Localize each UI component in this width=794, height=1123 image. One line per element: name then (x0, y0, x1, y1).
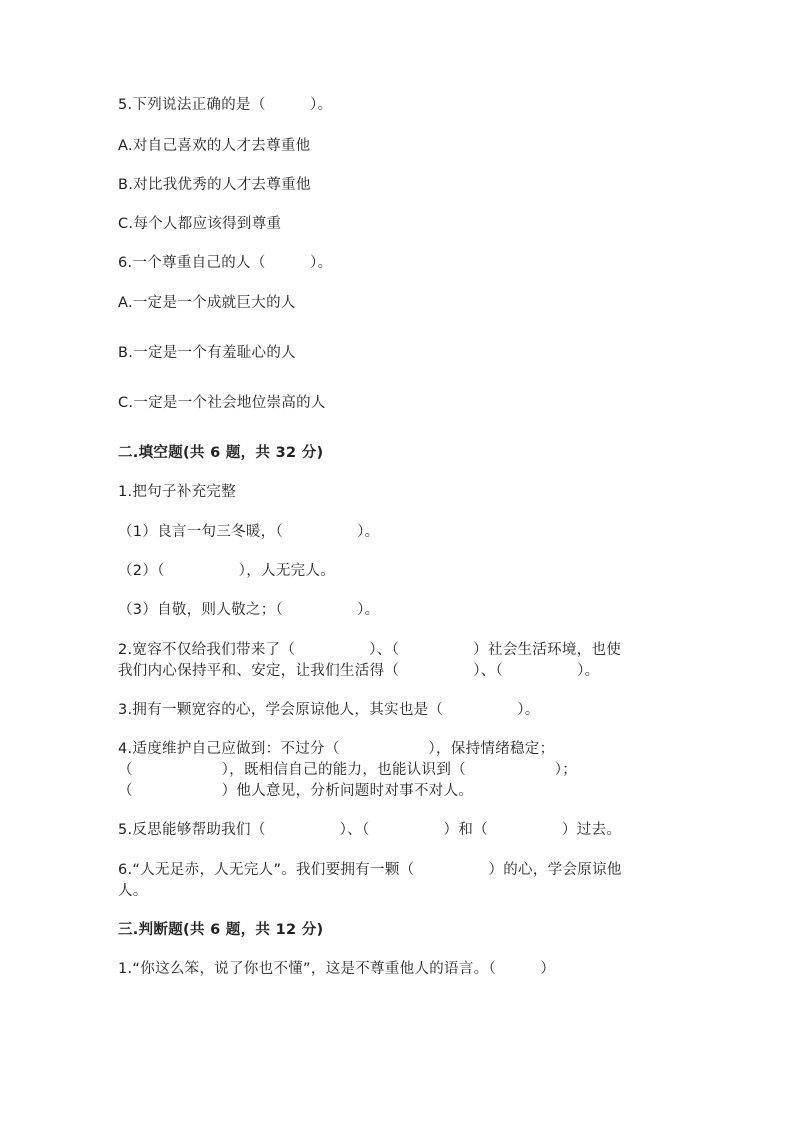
section-fill-in-heading: 二.填空题(共 6 题，共 32 分) (118, 445, 324, 461)
fill-question-2-line-1: 2.宽容不仅给我们带来了（ ）、（ ）社会生活环境，也使 (118, 642, 622, 658)
fill-question-3: 3.拥有一颗宽容的心，学会原谅他人，其实也是（ ）。 (118, 702, 540, 718)
judgement-question-1: 1.“你这么笨，说了你也不懂”，这是不尊重他人的语言。（ ） (118, 961, 556, 977)
question-5-option-b: B.对比我优秀的人才去尊重他 (118, 177, 311, 193)
fill-question-5: 5.反思能够帮助我们（ ）、（ ）和（ ）过去。 (118, 822, 622, 838)
question-6-option-c: C.一定是一个社会地位崇高的人 (118, 395, 326, 411)
section-judgement-heading: 三.判断题(共 6 题，共 12 分) (118, 922, 324, 938)
fill-question-2-line-2: 我们内心保持平和、安定，让我们生活得（ ）、（ ）。 (118, 663, 600, 679)
fill-question-1-part-3: （3）自敬，则人敬之；（ ）。 (118, 602, 380, 618)
fill-question-1-part-1: （1）良言一句三冬暖，（ ）。 (118, 524, 380, 540)
fill-question-4-line-2: （ ），既相信自己的能力，也能认识到（ ）； (118, 762, 578, 778)
fill-question-6-line-2: 人。 (118, 883, 148, 899)
fill-question-1-part-2: （2）（ ），人无完人。 (118, 563, 336, 579)
question-5: 5.下列说法正确的是（ ）。 (118, 97, 333, 113)
fill-question-4-line-1: 4.适度维护自己应做到：不过分（ ），保持情绪稳定； (118, 741, 555, 757)
fill-question-6-line-1: 6.“人无足赤，人无完人”。我们要拥有一颗（ ）的心，学会原谅他 (118, 862, 622, 878)
question-5-option-a: A.对自己喜欢的人才去尊重他 (118, 138, 311, 154)
question-5-option-c: C.每个人都应该得到尊重 (118, 216, 282, 232)
fill-question-1: 1.把句子补充完整 (118, 484, 237, 500)
question-6-option-a: A.一定是一个成就巨大的人 (118, 295, 296, 311)
fill-question-4-line-3: （ ）他人意见，分析问题时对事不对人。 (118, 783, 474, 799)
question-6: 6.一个尊重自己的人（ ）。 (118, 255, 333, 271)
question-6-option-b: B.一定是一个有羞耻心的人 (118, 345, 296, 361)
